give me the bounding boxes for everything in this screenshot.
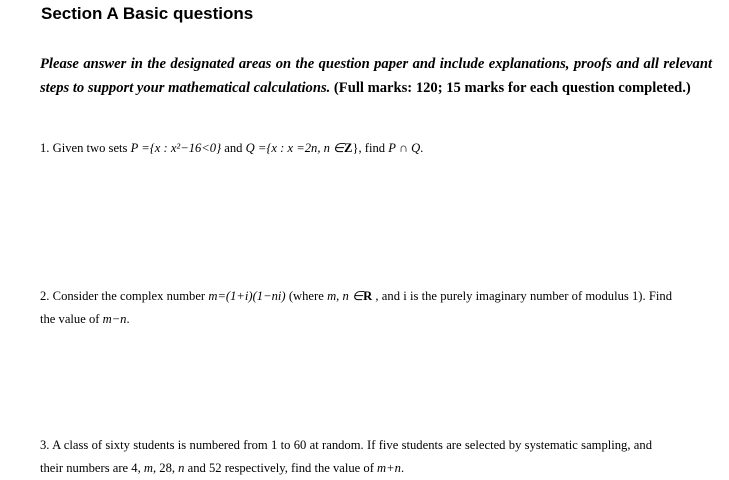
q1-text-b: and (221, 141, 246, 155)
q3-text-d: . (400, 461, 405, 475)
q1-set-q: Q ={x : x =2n, n ∈ (245, 141, 345, 155)
q2-expr: m=(1+i)(1−ni) (208, 289, 286, 303)
q2-text-c: , and i is the purely imaginary number of modulus 1). Find the value of (40, 289, 672, 326)
q3-text-c: and 52 respectively, find the value of (184, 461, 378, 475)
q2-target: m−n (102, 312, 127, 326)
q2-vars: m, n ∈ (327, 289, 364, 303)
q1-text-c: }, find (352, 141, 389, 155)
q2-text-d: . (126, 312, 130, 326)
question-3 (40, 434, 652, 480)
q2-text-b: (where (285, 289, 328, 303)
q2-set-r: R (363, 289, 373, 303)
q1-set-p: P ={x : x²−16<0} (130, 141, 222, 155)
section-title: Section A Basic questions (41, 4, 254, 23)
q1-text-a: 1. Given two sets (40, 141, 131, 155)
q1-expr: P ∩ Q (388, 141, 421, 155)
question-1 (40, 137, 720, 160)
q3-var-m: m (143, 461, 153, 475)
instructions-marks: (Full marks: 120; 15 marks for each question completed.) (330, 80, 691, 96)
q3-var-n: n (178, 461, 185, 475)
instructions (40, 52, 712, 100)
q1-text-d: . (420, 141, 424, 155)
q3-text-b: , 28, (152, 461, 179, 475)
q3-text-a: 3. A class of sixty students is numbered from 1 to 60 at random. If five students are selected by systematic sampling, and their numbers are 4, (40, 438, 652, 475)
question-2 (40, 285, 672, 331)
q2-text-a: 2. Consider the complex number (40, 289, 209, 303)
instructions-main: Please answer in the designated areas on the question paper and include explanations, proofs and all relevant steps to support your mathematical calculations. (40, 56, 712, 96)
q3-target: m+n (377, 461, 401, 475)
q1-set-z: Z (344, 141, 353, 155)
